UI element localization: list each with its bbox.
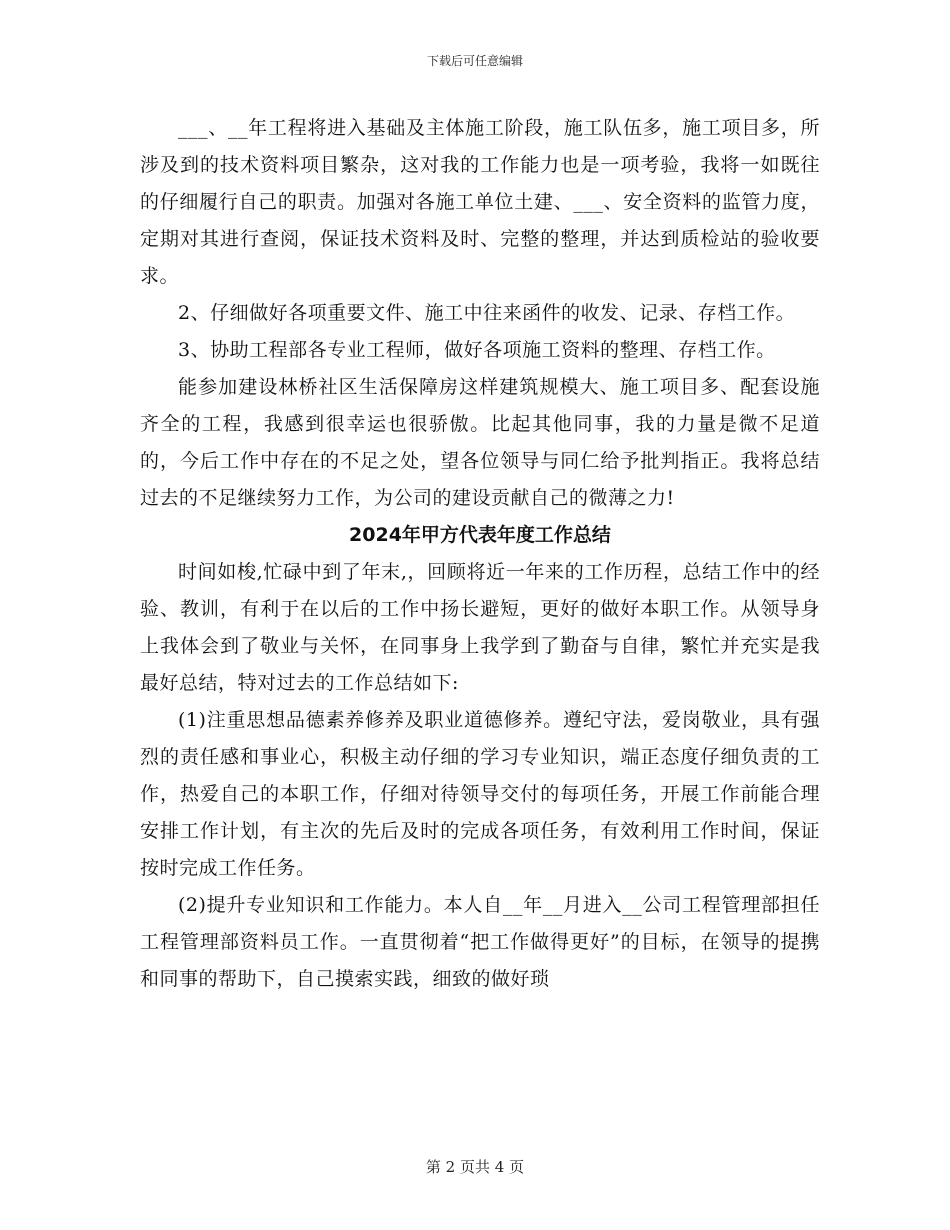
section-title: 2024年甲方代表年度工作总结 xyxy=(349,524,611,546)
paragraph: ___、__年工程将进入基础及主体施工阶段，施工队伍多，施工项目多，所涉及到的技术资料项目繁杂，这对我的工作能力也是一项考验，我将一如既往的仔细履行自己的职责。加强对各施工单位土建、___、安全资料的监管力度，定期对其进行查阅，保证技术资料及时、完整的整理，并达到质检站的验收要求。 xyxy=(140,117,820,287)
paragraph: 3、协助工程部各专业工程师，做好各项施工资料的整理、存档工作。 xyxy=(178,339,776,361)
paragraph: (1)注重思想品德素养修养及职业道德修养。遵纪守法，爱岗敬业，具有强烈的责任感和事业心，积极主动仔细的学习专业知识，端正态度仔细负责的工作，热爱自己的本职工作，仔细对待领导交付的每项任务，开展工作前能合理安排工作计划，有主次的先后及时的完成各项任务，有效利用工作时间，保证按时完成工作任务。 xyxy=(140,709,820,879)
paragraph: 能参加建设林桥社区生活保障房这样建筑规模大、施工项目多、配套设施齐全的工程，我感到很幸运也很骄傲。比起其他同事，我的力量是微不足道的，今后工作中存在的不足之处，望各位领导与同仁给予批判指正。我将总结过去的不足继续努力工作，为公司的建设贡献自己的微薄之力! xyxy=(140,376,820,509)
page-footer: 第 2 页共 4 页 xyxy=(425,1158,525,1176)
page-header: 下载后可任意编辑 xyxy=(426,54,523,68)
document-body xyxy=(140,110,820,998)
paragraph: (2)提升专业知识和工作能力。本人自__年__月进入__公司工程管理部担任工程管理部资料员工作。一直贯彻着“把工作做得更好”的目标，在领导的提携和同事的帮助下，自己摸索实践，细致的做好琐 xyxy=(140,894,820,990)
paragraph: 2、仔细做好各项重要文件、施工中往来函件的收发、记录、存档工作。 xyxy=(178,302,796,324)
paragraph: 时间如梭,忙碌中到了年末,，回顾将近一年来的工作历程，总结工作中的经验、教训，有利于在以后的工作中扬长避短，更好的做好本职工作。从领导身上我体会到了敬业与关怀，在同事身上我学到了勤奋与自律，繁忙并充实是我最好总结，特对过去的工作总结如下: xyxy=(140,561,820,694)
